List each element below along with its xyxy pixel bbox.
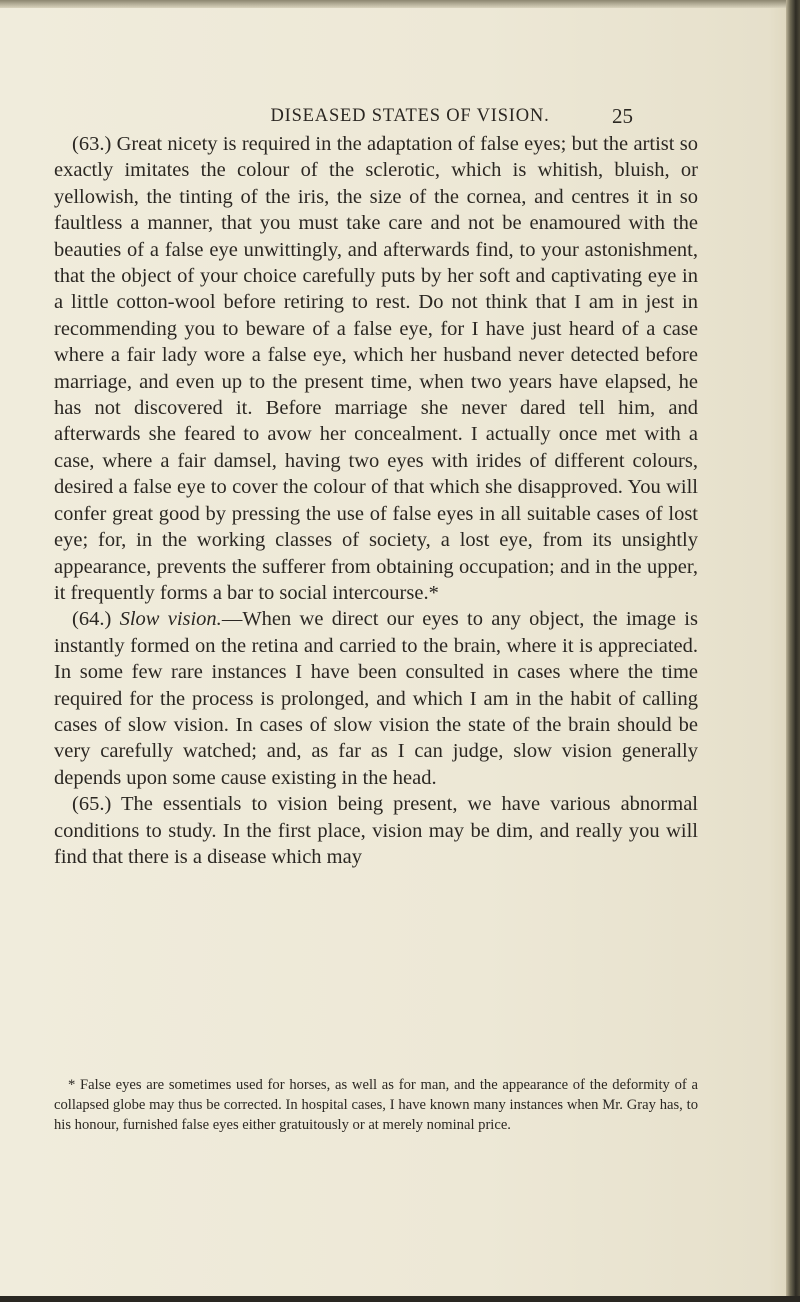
binding-edge xyxy=(786,0,800,1302)
paragraph-64-number: (64.) xyxy=(72,608,120,631)
paragraph-64-text: —When we direct our eyes to any object, the image is instantly formed on the retina and carried to the brain, where it is appreciated. In some few rare instances I have been consulted in cases where the time required for the process is prolonged, and which I am in the habit of calling cases of slow vision. In cases of slow vision the state of the brain should be very carefully watched; and, as far as I can judge, slow vision generally depends upon some cause existing in the head. xyxy=(54,608,698,789)
page-bottom-edge xyxy=(0,1296,800,1302)
section-heading-slow-vision: Slow vision. xyxy=(119,608,222,631)
running-title: DISEASED STATES OF VISION. xyxy=(270,106,550,126)
paragraph-65: (65.) The essentials to vision being present, we have various abnormal conditions to study. In the first place, vision may be dim, and really you will find that there is a disease which may xyxy=(54,793,698,868)
footnote xyxy=(54,1075,698,1135)
footnote-text: * False eyes are sometimes used for horses, as well as for man, and the appearance of the deformity of a collapsed globe may thus be corrected. In hospital cases, I have known many instances when Mr. Gray has, to his honour, furnished false eyes either gratuitously or at merely nominal price. xyxy=(54,1077,698,1133)
paragraph-64 xyxy=(54,606,698,791)
paragraph-63: (63.) Great nicety is required in the adaptation of false eyes; but the artist so exactly imitates the colour of the sclerotic, which is whitish, bluish, or yellowish, the tinting of the iris, the size of the cornea, and centres it in so faultless a manner, that you must take care and not be enamoured with the beauties of a false eye unwittingly, and afterwards find, to your astonishment, that the object of your choice carefully puts by her soft and captivating eye in a little cotton-wool before retiring to rest. Do not think that I am in jest in recommending you to beware of a false eye, for I have just heard of a case where a fair lady wore a false eye, which her husband never detected before marriage, and even up to the present time, when two years have elapsed, he has not discovered it. Before marriage she never dared tell him, and afterwards she feared to avow her concealment. I actually once met with a case, where a fair damsel, having two eyes with irides of different colours, desired a false eye to cover the colour of that which she disapproved. You will confer great good by pressing the use of false eyes in all suitable cases of lost eye; for, in the working classes of society, a lost eye, from its unsightly appearance, prevents the sufferer from obtaining occupation; and in the upper, it frequently forms a bar to social intercourse.* xyxy=(54,133,698,604)
page-top-edge xyxy=(0,0,800,8)
body-text xyxy=(54,131,698,870)
page-number: 25 xyxy=(612,104,633,128)
